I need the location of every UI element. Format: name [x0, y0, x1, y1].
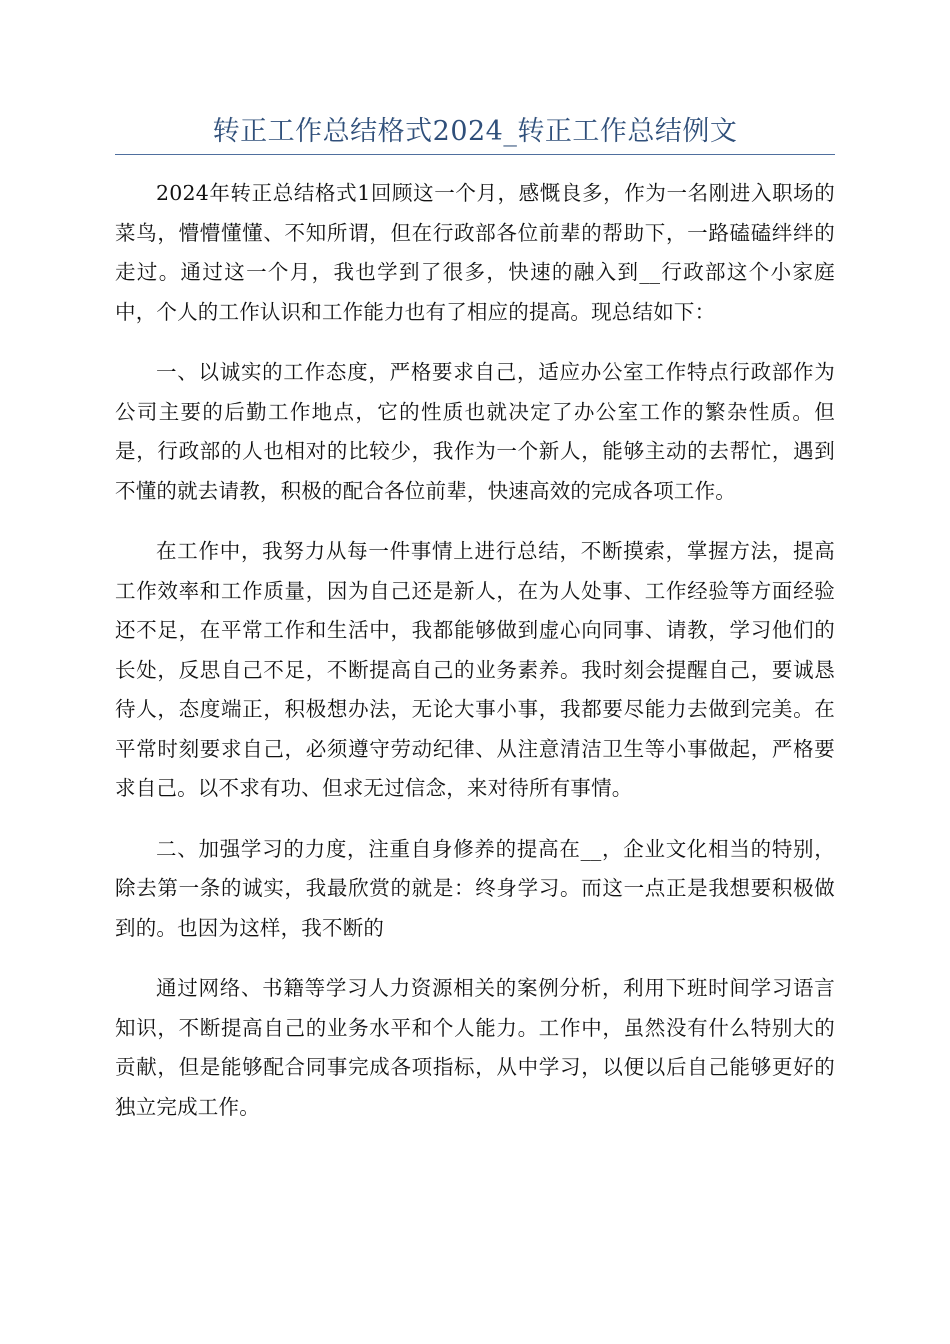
paragraph-section-two: 二、加强学习的力度，注重自身修养的提高在__，企业文化相当的特别，除去第一条的诚实，我最欣赏的就是：终身学习。而这一点正是我想要积极做到的。也因为这样，我不断的	[115, 836, 835, 940]
paragraph-intro: 2024年转正总结格式1回顾这一个月，感慨良多，作为一名刚进入职场的菜鸟，懵懵懂懂、不知所谓，但在行政部各位前辈的帮助下，一路磕磕绊绊的走过。通过这一个月，我也学到了很多，快速的融入到__行政部这个小家庭中，个人的工作认识和工作能力也有了相应的提高。现总结如下：	[115, 181, 835, 324]
document-body	[115, 174, 835, 1148]
document-title: 转正工作总结格式2024_转正工作总结例文	[212, 116, 738, 147]
paragraph-learning: 通过网络、书籍等学习人力资源相关的案例分析，利用下班时间学习语言知识，不断提高自己的业务水平和个人能力。工作中，虽然没有什么特别大的贡献，但是能够配合同事完成各项指标，从中学习，以便以后自己能够更好的独立完成工作。	[115, 976, 835, 1119]
paragraph-section-one: 一、以诚实的工作态度，严格要求自己，适应办公室工作特点行政部作为公司主要的后勤工作地点，它的性质也就决定了办公室工作的繁杂性质。但是，行政部的人也相对的比较少，我作为一个新人，能够主动的去帮忙，遇到不懂的就去请教，积极的配合各位前辈，快速高效的完成各项工作。	[115, 360, 835, 503]
title-underline	[115, 154, 835, 155]
paragraph-work-summary: 在工作中，我努力从每一件事情上进行总结，不断摸索，掌握方法，提高工作效率和工作质量，因为自己还是新人，在为人处事、工作经验等方面经验还不足，在平常工作和生活中，我都能够做到虚心向同事、请教，学习他们的长处，反思自己不足，不断提高自己的业务素养。我时刻会提醒自己，要诚恳待人，态度端正，积极想办法，无论大事小事，我都要尽能力去做到完美。在平常时刻要求自己，必须遵守劳动纪律、从注意清洁卫生等小事做起，严格要求自己。以不求有功、但求无过信念，来对待所有事情。	[115, 539, 835, 800]
